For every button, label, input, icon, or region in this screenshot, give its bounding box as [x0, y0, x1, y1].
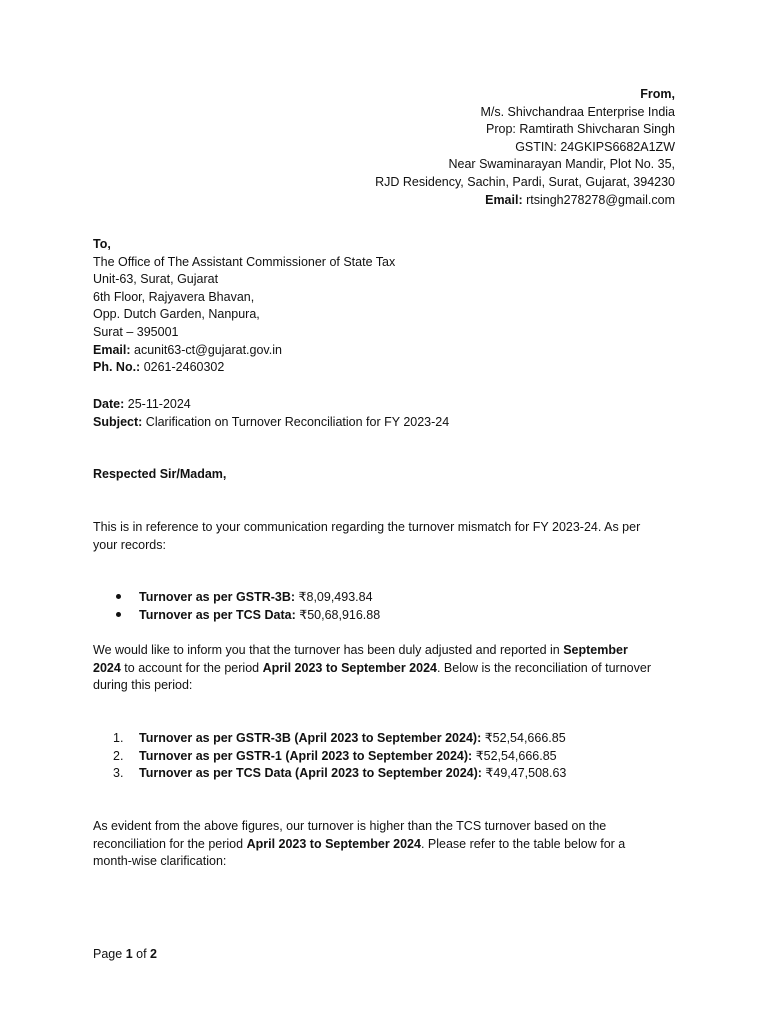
adjustment-text: to account for the period — [124, 660, 260, 675]
sender-proprietor: Prop: Ramtirath Shivcharan Singh — [486, 122, 675, 137]
recipient-block — [93, 236, 675, 377]
adjustment-year: 2024 — [93, 660, 121, 675]
list-item — [93, 607, 675, 625]
sender-address-line-1: Near Swaminarayan Mandir, Plot No. 35, — [448, 157, 675, 172]
recipient-email-label: Email: — [93, 342, 131, 357]
total-pages: 2 — [150, 947, 157, 961]
current-page: 1 — [125, 947, 133, 961]
list-item — [93, 748, 675, 766]
paragraph-conclusion-line-2 — [93, 836, 675, 854]
paragraph-reference-line-1: This is in reference to your communication regarding the turnover mismatch for FY 2023-24. As per — [93, 520, 641, 534]
paragraph-adjustment-line-3: during this period: — [93, 678, 193, 693]
sender-email: rtsingh278278@gmail.com — [526, 192, 675, 207]
bullet-value: ₹8,09,493.84 — [298, 590, 373, 604]
bullet-label: Turnover as per TCS Data: — [139, 607, 296, 622]
adjustment-period: April 2023 to September 2024 — [262, 660, 437, 675]
conclusion-period: April 2023 to September 2024 — [246, 836, 421, 851]
recipient-office: The Office of The Assistant Commissioner of State Tax — [93, 254, 396, 269]
salutation — [93, 466, 675, 484]
paragraph-adjustment-line-1 — [93, 642, 675, 660]
adjustment-text: . Below is the reconciliation of turnover — [436, 660, 651, 675]
sender-email-label: Email: — [485, 192, 523, 207]
subject-label: Subject: — [93, 414, 143, 429]
reconciliation-label: Turnover as per TCS Data (April 2023 to September 2024): — [139, 766, 482, 781]
reconciliation-value: ₹49,47,508.63 — [485, 766, 567, 781]
list-item — [93, 730, 675, 748]
list-number: 1. — [113, 731, 124, 745]
recipient-email: acunit63-ct@gujarat.gov.in — [134, 342, 282, 357]
letter-page — [93, 0, 675, 1024]
list-number: 3. — [113, 766, 124, 781]
recipient-floor: 6th Floor, Rajyavera Bhavan, — [93, 289, 255, 304]
to-heading: To, — [93, 237, 111, 251]
reconciliation-value: ₹52,54,666.85 — [475, 748, 557, 763]
paragraph-reference — [93, 519, 675, 554]
reconciliation-label: Turnover as per GSTR-1 (April 2023 to September 2024): — [139, 748, 473, 763]
sender-gstin: GSTIN: 24GKIPS6682A1ZW — [515, 139, 675, 154]
recipient-street: Opp. Dutch Garden, Nanpura, — [93, 307, 260, 322]
conclusion-text: . Please refer to the table below for a — [420, 836, 626, 851]
reconciliation-list — [93, 730, 675, 783]
recipient-phone-line — [93, 359, 675, 377]
recipient-phone-label: Ph. No.: — [93, 360, 141, 375]
paragraph-conclusion-line-3: month-wise clarification: — [93, 854, 227, 869]
adjustment-month: September — [563, 643, 628, 657]
bullet-icon — [113, 589, 135, 607]
adjustment-text: We would like to inform you that the turnover has been duly adjusted and reported in — [93, 643, 560, 657]
recipient-email-line — [93, 342, 675, 360]
date-value: 25-11-2024 — [127, 397, 191, 411]
paragraph-adjustment-line-2 — [93, 660, 675, 678]
page-footer — [93, 946, 675, 964]
bullet-icon — [113, 607, 135, 625]
conclusion-text: reconciliation for the period — [93, 836, 244, 851]
sender-company: M/s. Shivchandraa Enterprise India — [480, 104, 675, 119]
date-subject-block — [93, 396, 675, 431]
date-line — [93, 396, 675, 414]
bullet-label: Turnover as per GSTR-3B: — [139, 590, 296, 604]
list-number: 2. — [113, 748, 124, 763]
subject-line — [93, 414, 675, 432]
list-item — [93, 765, 675, 783]
subject-value: Clarification on Turnover Reconciliation for FY 2023-24 — [145, 414, 450, 429]
paragraph-conclusion — [93, 818, 675, 871]
from-heading: From, — [640, 87, 675, 101]
turnover-records-list — [93, 589, 675, 624]
sender-email-line — [93, 192, 675, 210]
reconciliation-value: ₹52,54,666.85 — [484, 731, 566, 745]
recipient-city: Surat – 395001 — [93, 324, 179, 339]
salutation-text: Respected Sir/Madam, — [93, 467, 227, 481]
page-word: Page — [93, 947, 123, 961]
recipient-unit: Unit-63, Surat, Gujarat — [93, 272, 219, 287]
bullet-value: ₹50,68,916.88 — [299, 607, 381, 622]
sender-block — [93, 86, 675, 209]
sender-address-line-2: RJD Residency, Sachin, Pardi, Surat, Gujarat, 394230 — [375, 174, 675, 189]
recipient-phone: 0261-2460302 — [143, 360, 225, 375]
of-word: of — [136, 947, 147, 961]
list-item — [93, 589, 675, 607]
paragraph-reference-line-2: your records: — [93, 537, 166, 552]
reconciliation-label: Turnover as per GSTR-3B (April 2023 to September 2024): — [139, 731, 482, 745]
paragraph-conclusion-line-1: As evident from the above figures, our turnover is higher than the TCS turnover based on the — [93, 819, 607, 833]
date-label: Date: — [93, 397, 125, 411]
page-number — [93, 946, 675, 964]
paragraph-adjustment — [93, 642, 675, 695]
